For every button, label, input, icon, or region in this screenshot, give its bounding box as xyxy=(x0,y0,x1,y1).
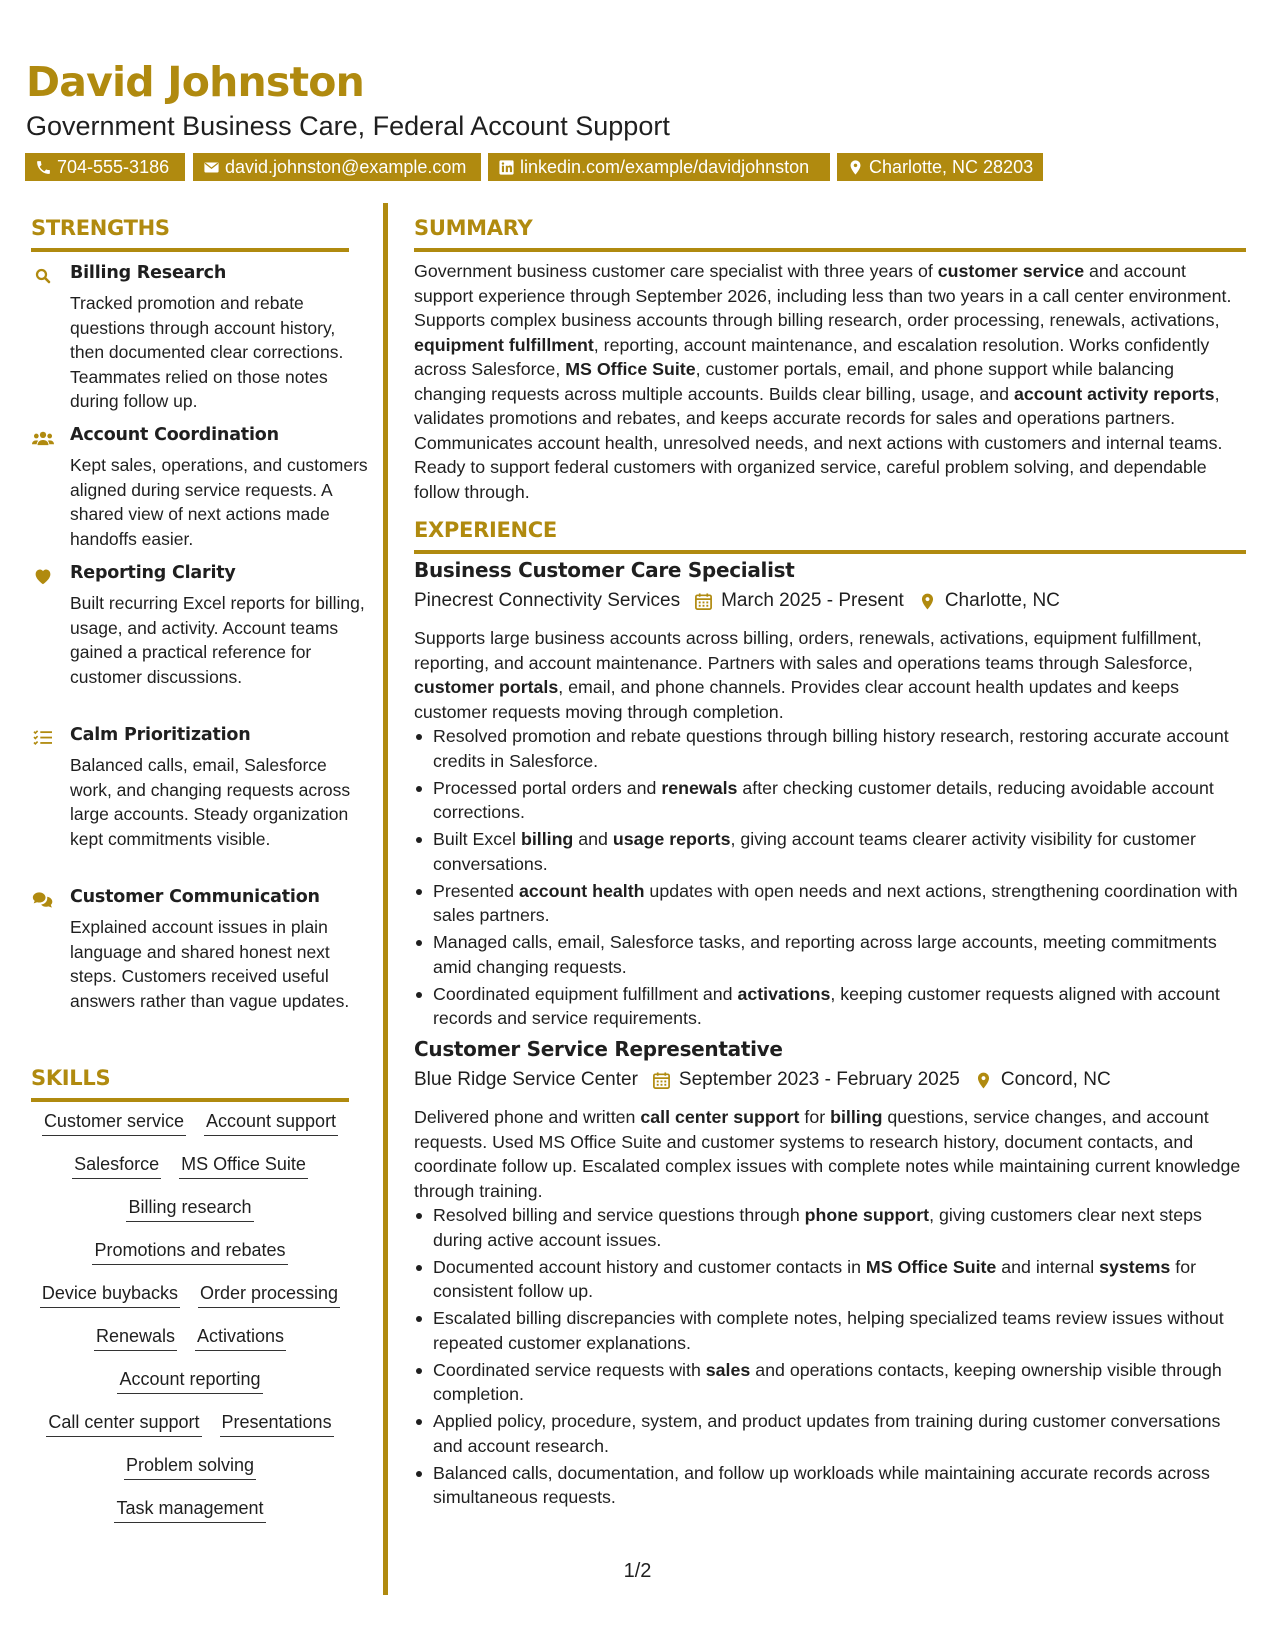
skill-row xyxy=(30,1196,350,1222)
strength-description: Kept sales, operations, and customers aligned during service requests. A shared view of next actions made handoffs easier. xyxy=(70,455,368,549)
linkedin-text: linkedin.com/example/davidjohnston xyxy=(520,157,810,177)
bold-keyword: equipment fulfillment xyxy=(414,334,594,355)
strength-description: Explained account issues in plain language and shared honest next steps. Customers received useful answers rather than vague updates. xyxy=(70,917,350,1011)
calendar-icon xyxy=(652,1071,671,1090)
skills-heading: SKILLS xyxy=(31,1066,111,1090)
text-run: Managed calls, email, Salesforce tasks, and reporting across large accounts, meeting commitments amid changing requests. xyxy=(433,932,1217,977)
bullet-item xyxy=(414,1203,1244,1252)
text-run: Supports large business accounts across billing, orders, renewals, activations, equipment fulfillment, reporting, and account maintenance. Partners with sales and operations teams through Salesforce, xyxy=(414,628,1202,673)
bold-keyword: MS Office Suite xyxy=(565,359,696,379)
skill-row xyxy=(30,1239,350,1265)
bold-keyword: renewals xyxy=(661,777,738,798)
job-location: Charlotte, NC xyxy=(944,590,1060,611)
skills-rule xyxy=(31,1098,349,1102)
strength-description: Balanced calls, email, Salesforce work, and changing requests across large accounts. Steady organization kept commitments visible. xyxy=(70,755,351,849)
strength-description: Built recurring Excel reports for billing, usage, and activity. Account teams gained a practical reference for customer discussions. xyxy=(70,593,365,687)
text-run: and account support experience through September 2026, including less than two years in a call center environment. Supports complex business accounts through billing research, order processing, renewals, activations, xyxy=(414,261,1232,330)
chat-bubbles-icon xyxy=(32,891,54,909)
skill-row xyxy=(30,1153,350,1179)
text-run: Resolved billing and service questions through xyxy=(433,1205,805,1225)
strength-title: Account Coordination xyxy=(70,425,279,445)
bold-keyword: sales xyxy=(705,1359,751,1380)
text-run: Resolved promotion and rebate questions through billing history research, restoring accurate account credits in Salesforce. xyxy=(433,726,1229,771)
bullet-item xyxy=(414,827,1244,876)
text-run: questions, service changes, and account requests. Used MS Office Suite and customer systems to research history, document contacts, and coordinate follow up. Escalated complex issues with complete notes while maintaining current knowledge through training. xyxy=(414,1107,1241,1201)
job-title: Customer Service Representative xyxy=(414,1037,783,1061)
text-run: , email, and phone channels. Provides clear account health updates and keeps customer requests moving through completion. xyxy=(414,677,1180,722)
text-run: for xyxy=(799,1107,831,1127)
experience-rule xyxy=(414,550,1246,554)
text-run: Documented account history and customer contacts in xyxy=(433,1256,866,1277)
text-run: , customer portals, email, and phone support while balancing changing requests across multiple accounts. Builds clear billing, usage, and xyxy=(414,359,1175,404)
skill-tag: Task management xyxy=(114,1497,265,1523)
bold-keyword: MS Office Suite xyxy=(865,1256,997,1277)
text-run: Coordinated service requests with xyxy=(433,1359,706,1380)
bullet-item xyxy=(414,930,1244,979)
summary-rule xyxy=(414,248,1246,252)
job-dates: March 2025 - Present xyxy=(721,590,904,611)
column-divider xyxy=(383,203,388,1595)
skill-row xyxy=(30,1497,350,1523)
skill-tag: Billing research xyxy=(126,1196,253,1222)
skill-tag: Problem solving xyxy=(124,1454,256,1480)
contact-location xyxy=(837,153,1043,181)
contact-email[interactable] xyxy=(193,153,481,181)
bullet-item xyxy=(414,982,1244,1031)
job-title: Business Customer Care Specialist xyxy=(414,558,795,582)
skill-tag: Account support xyxy=(204,1110,338,1136)
contact-phone[interactable] xyxy=(25,153,185,181)
heart-icon xyxy=(32,567,54,585)
bullet-item xyxy=(414,1306,1244,1355)
text-run: and xyxy=(573,829,613,849)
text-run: , giving customers clear next steps during active account issues. xyxy=(433,1205,1202,1250)
map-pin-icon xyxy=(974,1071,993,1090)
text-run: Escalated billing discrepancies with complete notes, helping specialized teams review issues without repeated customer explanations. xyxy=(433,1308,1224,1353)
map-pin-icon xyxy=(918,592,937,611)
users-icon xyxy=(32,429,54,447)
text-run: , giving account teams clearer activity visibility for customer conversations. xyxy=(433,829,1196,874)
bold-keyword: customer portals xyxy=(414,677,559,697)
bullet-item xyxy=(414,1409,1244,1458)
job-location: Concord, NC xyxy=(1000,1069,1111,1090)
summary-text xyxy=(414,259,1244,504)
strengths-heading: STRENGTHS xyxy=(31,216,170,240)
calendar-icon xyxy=(694,592,713,611)
bold-keyword: activations xyxy=(737,983,831,1004)
magnifier-icon xyxy=(32,267,54,285)
skill-tag: Customer service xyxy=(42,1110,186,1136)
text-run: and operations contacts, keeping ownership visible through completion. xyxy=(433,1359,1222,1404)
skill-tag: Order processing xyxy=(198,1282,340,1308)
bullet-item xyxy=(414,1255,1244,1304)
skill-row xyxy=(30,1454,350,1480)
bullet-item xyxy=(414,879,1244,928)
strength-title: Calm Prioritization xyxy=(70,725,251,745)
text-run: Built Excel xyxy=(433,829,521,849)
contact-linkedin[interactable] xyxy=(488,153,830,181)
skill-tag: Promotions and rebates xyxy=(92,1239,287,1265)
summary-heading: SUMMARY xyxy=(414,216,533,240)
job-meta xyxy=(414,590,1060,612)
bold-keyword: call center support xyxy=(640,1107,800,1127)
job-description xyxy=(414,626,1244,724)
text-run: Government business customer care specialist with three years of xyxy=(414,261,938,281)
job-dates: September 2023 - February 2025 xyxy=(678,1069,960,1090)
bold-keyword: account health xyxy=(519,880,645,901)
phone-text: 704-555-3186 xyxy=(57,157,170,177)
text-run: , keeping customer requests aligned with account records and service requirements. xyxy=(433,983,1220,1028)
company-name: Blue Ridge Service Center xyxy=(414,1069,638,1090)
headline: Government Business Care, Federal Account Support xyxy=(26,111,670,141)
page-number: 1/2 xyxy=(623,1560,652,1582)
bold-keyword: customer service xyxy=(937,261,1085,281)
skill-tag: Account reporting xyxy=(117,1368,262,1394)
skill-tag: Call center support xyxy=(46,1411,201,1437)
bullet-item xyxy=(414,1358,1244,1407)
text-run: for consistent follow up. xyxy=(433,1256,1197,1301)
strengths-rule xyxy=(31,248,349,252)
checklist-icon xyxy=(32,729,54,747)
strength-title: Customer Communication xyxy=(70,887,320,907)
text-run: updates with open needs and next actions, strengthening coordination with sales partners. xyxy=(433,880,1238,925)
experience-heading: EXPERIENCE xyxy=(414,518,557,542)
linkedin-icon xyxy=(498,159,515,176)
text-run: Coordinated equipment fulfillment and xyxy=(433,983,738,1004)
skill-row xyxy=(30,1110,350,1136)
text-run: , reporting, account maintenance, and escalation resolution. Works confidently across Salesforce, xyxy=(414,334,1210,379)
skill-tag: Device buybacks xyxy=(40,1282,180,1308)
bullet-item xyxy=(414,1461,1244,1510)
text-run: after checking customer details, reducing avoidable account corrections. xyxy=(433,777,1214,822)
company-name: Pinecrest Connectivity Services xyxy=(414,590,681,611)
skill-tag: MS Office Suite xyxy=(179,1153,308,1179)
bullet-item xyxy=(414,724,1244,773)
skill-tag: Renewals xyxy=(94,1325,177,1351)
bold-keyword: account activity reports xyxy=(1013,383,1215,404)
text-run: Processed portal orders and xyxy=(433,777,662,798)
text-run: Balanced calls, documentation, and follow up workloads while maintaining accurate records across simultaneous requests. xyxy=(433,1462,1210,1507)
envelope-icon xyxy=(203,159,220,176)
strength-title: Reporting Clarity xyxy=(70,563,236,583)
skill-row xyxy=(30,1325,350,1351)
job-meta xyxy=(414,1069,1111,1091)
bold-keyword: usage reports xyxy=(612,829,731,849)
text-run: , validates promotions and rebates, and keeps accurate records for sales and operations partners. Communicates account health, unresolved needs, and next actions with customers and internal teams. Ready to support federal customers with organized service, careful problem solving, and dependable follow through. xyxy=(414,383,1223,502)
email-text: david.johnston@example.com xyxy=(225,157,467,177)
skill-tag: Presentations xyxy=(220,1411,334,1437)
candidate-name: David Johnston xyxy=(26,58,365,106)
skill-tag: Salesforce xyxy=(72,1153,161,1179)
text-run: Applied policy, procedure, system, and product updates from training during customer conversations and account research. xyxy=(433,1411,1221,1456)
phone-icon xyxy=(35,159,52,176)
job-description xyxy=(414,1105,1244,1203)
map-pin-icon xyxy=(847,159,864,176)
text-run: and internal xyxy=(996,1256,1100,1277)
bold-keyword: systems xyxy=(1099,1256,1171,1277)
job-bullets xyxy=(414,1203,1244,1512)
skill-row xyxy=(30,1368,350,1394)
text-run: Delivered phone and written xyxy=(414,1107,641,1127)
bold-keyword: billing xyxy=(830,1107,883,1127)
bold-keyword: phone support xyxy=(804,1205,930,1225)
location-text: Charlotte, NC 28203 xyxy=(869,157,1034,177)
text-run: Presented xyxy=(433,880,519,901)
bold-keyword: billing xyxy=(520,829,574,849)
bullet-item xyxy=(414,776,1244,825)
skill-tag: Activations xyxy=(195,1325,286,1351)
strength-title: Billing Research xyxy=(70,263,227,283)
skill-row xyxy=(30,1282,350,1308)
skill-row xyxy=(30,1411,350,1437)
job-bullets xyxy=(414,724,1244,1033)
strength-description: Tracked promotion and rebate questions through account history, then documented clear corrections. Teammates relied on those notes during follow up. xyxy=(70,293,344,411)
